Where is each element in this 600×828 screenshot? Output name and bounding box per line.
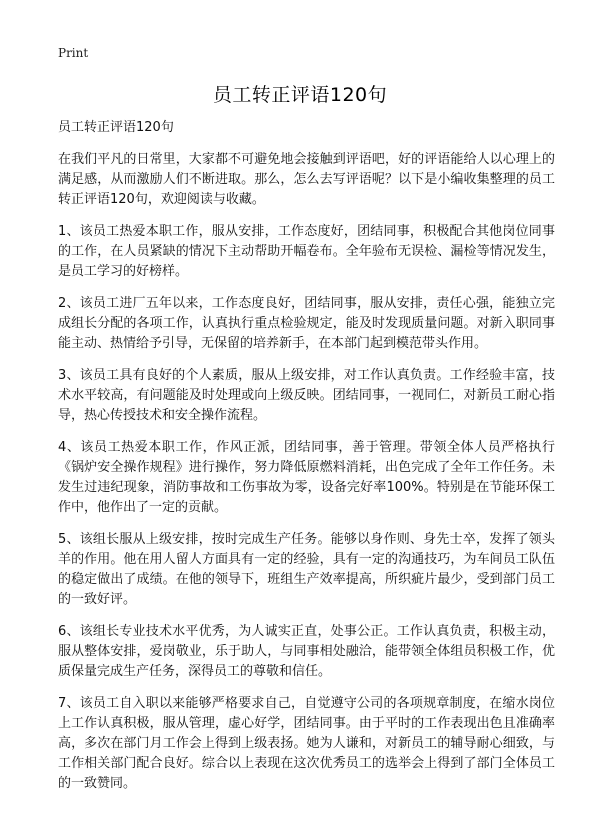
article-body: [58, 118, 555, 806]
list-item: 4、该员工热爱本职工作，作风正派，团结同事，善于管理。带领全体人员严格执行《锅炉安全操作规程》进行操作，努力降低原燃料消耗，出色完成了全年工作任务。未发生过违纪现象，消防事故和工伤事故为零，设备完好率100%。特别是在节能环保工作中，他作出了一定的贡献。: [58, 440, 555, 515]
page-title: 员工转正评语120句: [212, 84, 388, 106]
list-item: 5、该组长服从上级安排，按时完成生产任务。能够以身作则、身先士卒，发挥了领头羊的作用。他在用人留人方面具有一定的经验，具有一定的沟通技巧，为车间员工队伍的稳定做出了成绩。在他的领导下，班组生产效率提高，所织疵片最少，受到部门员工的一致好评。: [58, 532, 555, 607]
article-subtitle: 员工转正评语120句: [58, 120, 174, 135]
list-item: 6、该组长专业技术水平优秀，为人诚实正直，处事公正。工作认真负责，积极主动，服从整体安排，爱岗敬业，乐于助人，与同事相处融洽，能带领全体组员积极工作，优质保量完成生产任务，深得员工的尊敬和信任。: [58, 624, 555, 679]
list-item: 7、该员工自入职以来能够严格要求自己，自觉遵守公司的各项规章制度，在缩水岗位上工作认真积极，服从管理，虚心好学，团结同事。由于平时的工作表现出色且准确率高，多次在部门月工作会上得到上级表扬。她为人谦和，对新员工的辅导耐心细致，与工作相关部门配合良好。综合以上表现在这次优秀员工的选举会上得到了部门全体员工的一致赞同。: [58, 696, 555, 791]
intro-paragraph: 在我们平凡的日常里，大家都不可避免地会接触到评语吧，好的评语能给人以心理上的满足感，从而激励人们不断进取。那么，怎么去写评语呢？以下是小编收集整理的员工转正评语120句，欢迎阅读与收藏。: [58, 152, 555, 207]
print-link[interactable]: Print: [58, 46, 89, 60]
list-item: 1、该员工热爱本职工作，服从安排，工作态度好，团结同事，积极配合其他岗位同事的工作，在人员紧缺的情况下主动帮助开幅卷布。全年验布无误检、漏检等情况发生，是员工学习的好榜样。: [58, 224, 555, 279]
list-item: 3、该员工具有良好的个人素质，服从上级安排，对工作认真负责。工作经验丰富，技术水平较高，有问题能及时处理或向上级反映。团结同事，一视同仁，对新员工耐心指导，热心传授技术和安全操作流程。: [58, 368, 555, 423]
list-item: 2、该员工进厂五年以来，工作态度良好，团结同事，服从安排，责任心强，能独立完成组长分配的各项工作，认真执行重点检验规定，能及时发现质量问题。对新入职同事能主动、热情给予引导，无保留的培养新手，在本部门起到模范带头作用。: [58, 296, 555, 351]
